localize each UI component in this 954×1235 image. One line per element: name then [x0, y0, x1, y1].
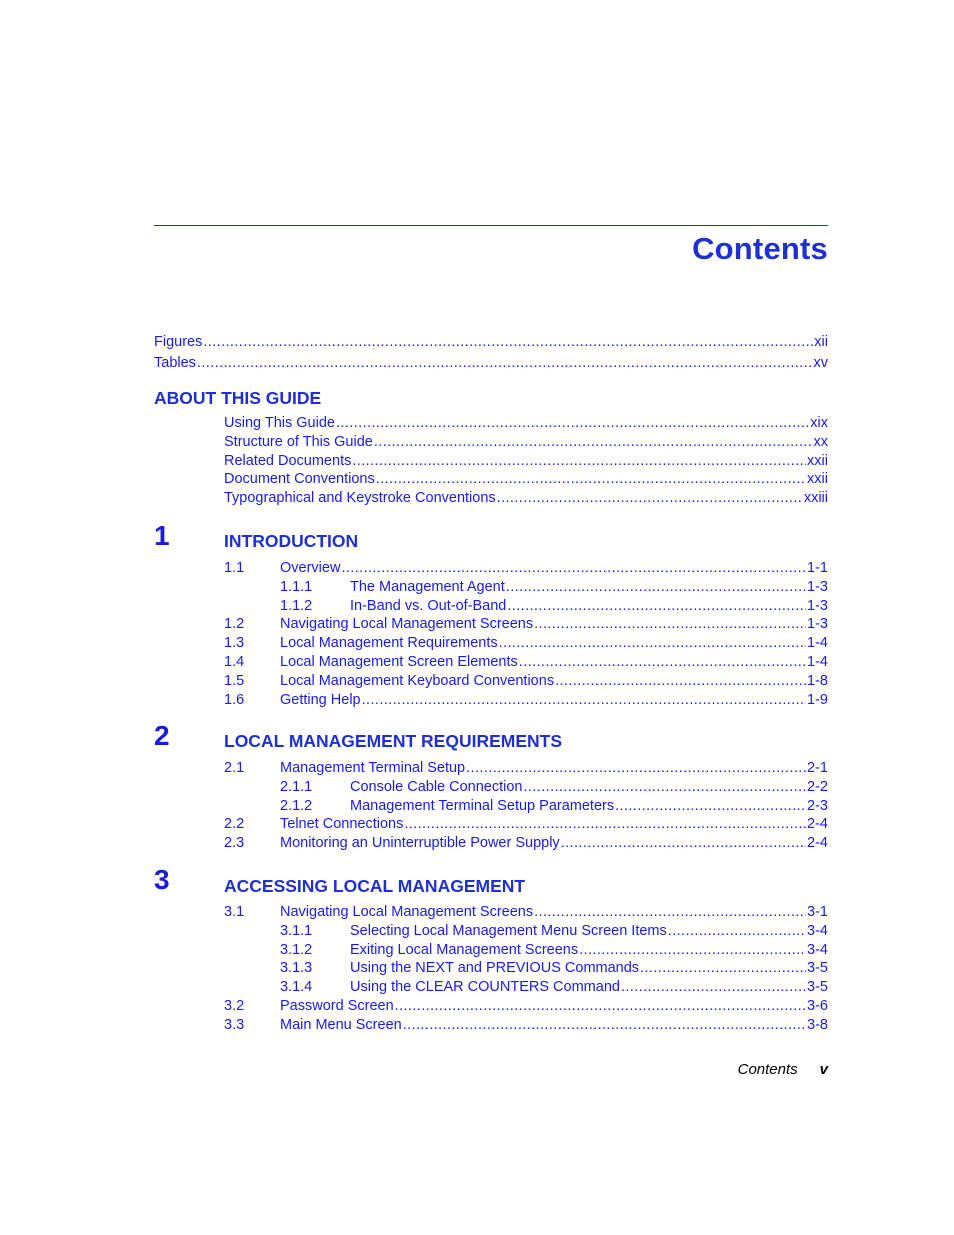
- toc-leader-dots: [640, 959, 806, 978]
- toc-entry-number: 3.3: [224, 1016, 245, 1033]
- section-heading-about: ABOUT THIS GUIDE: [154, 388, 322, 408]
- toc-entry[interactable]: [224, 470, 828, 489]
- toc-leader-dots: [534, 615, 806, 634]
- toc-entry-number: 1.3: [224, 635, 245, 652]
- toc-entry-title: Local Management Screen Elements: [280, 654, 518, 670]
- toc-leader-dots: [524, 778, 807, 797]
- toc-entry-page: 3-1: [807, 904, 828, 920]
- toc-entry-title: Exiting Local Management Screens: [350, 941, 579, 958]
- toc-entry-title: Getting Help: [280, 691, 361, 708]
- toc-entry-title: Typographical and Keystroke Conventions: [224, 490, 496, 507]
- toc-entry-title: Figures: [154, 334, 203, 350]
- toc-entry-title: Main Menu Screen: [280, 1016, 402, 1033]
- toc-leader-dots: [362, 691, 806, 710]
- toc-entry-number: 1.2: [224, 616, 245, 633]
- toc-leader-dots: [506, 578, 806, 597]
- toc-entry[interactable]: [280, 978, 828, 997]
- toc-entry-title: Selecting Local Management Menu Screen Items: [350, 922, 667, 939]
- toc-entry-number: 1.6: [224, 691, 245, 708]
- toc-leader-dots: [403, 1016, 806, 1035]
- toc-entry-title: Monitoring an Uninterruptible Power Supply: [280, 835, 560, 852]
- toc-entry-page: 2-4: [807, 816, 828, 833]
- toc-leader-dots: [579, 941, 806, 960]
- toc-entry[interactable]: [224, 653, 828, 672]
- toc-entry-title: Console Cable Connection: [350, 778, 523, 795]
- toc-entry-title: The Management Agent: [350, 578, 505, 595]
- toc-entry-page: 2-3: [807, 797, 828, 814]
- chapter-heading: LOCAL MANAGEMENT REQUIREMENTS: [224, 731, 563, 751]
- toc-leader-dots: [507, 597, 806, 616]
- toc-entry[interactable]: [224, 834, 828, 853]
- toc-leader-dots: [615, 797, 806, 816]
- toc-entry-page: xxii: [807, 452, 828, 469]
- chapter-number: 1: [154, 520, 170, 551]
- toc-entry-page: 3-4: [807, 922, 828, 939]
- toc-leader-dots: [395, 997, 806, 1016]
- toc-entry-title: Overview: [280, 560, 341, 576]
- toc-leader-dots: [466, 759, 806, 778]
- toc-entry-title: Navigating Local Management Screens: [280, 616, 534, 633]
- toc-entry-page: 1-4: [807, 635, 828, 652]
- toc-entry[interactable]: [224, 997, 828, 1016]
- toc-entry[interactable]: [224, 559, 828, 578]
- toc-leader-dots: [404, 815, 806, 834]
- toc-entry-number: 2.1: [224, 760, 245, 776]
- toc-entry-number: 3.1.4: [280, 979, 313, 996]
- toc-entry-number: 1.4: [224, 654, 245, 670]
- toc-entry[interactable]: [224, 815, 828, 834]
- toc-entry-page: 2-1: [807, 760, 828, 776]
- toc-entry-title: Using the CLEAR COUNTERS Command: [350, 979, 620, 996]
- toc-entry-number: 3.1.2: [280, 941, 313, 958]
- toc-entry[interactable]: [224, 1016, 828, 1035]
- toc-entry-number: 1.5: [224, 672, 245, 689]
- page-footer: [738, 1061, 828, 1078]
- toc-entry[interactable]: [154, 354, 828, 373]
- toc-leader-dots: [197, 354, 813, 373]
- toc-entry-page: 2-2: [807, 778, 828, 795]
- toc-entry[interactable]: [224, 452, 828, 471]
- footer-page-number: v: [819, 1061, 828, 1078]
- toc-entry[interactable]: [224, 615, 828, 634]
- toc-entry[interactable]: [224, 759, 828, 778]
- toc-entry-number: 1.1.1: [280, 578, 313, 595]
- toc-entry-page: xix: [810, 415, 828, 431]
- toc-entry-page: xxiii: [803, 490, 828, 507]
- toc-entry[interactable]: [280, 941, 828, 960]
- toc-leader-dots: [336, 414, 809, 433]
- toc-entry-number: 3.1.1: [280, 922, 313, 939]
- toc-entry-page: xv: [813, 355, 828, 371]
- toc-entry[interactable]: [280, 578, 828, 597]
- chapter-number: 2: [154, 720, 170, 751]
- toc-entry-number: 2.1.2: [280, 797, 313, 814]
- toc-entry-title: Using the NEXT and PREVIOUS Commands: [350, 960, 640, 977]
- toc-entry-page: xx: [813, 433, 828, 450]
- toc-entry-title: Management Terminal Setup Parameters: [350, 797, 615, 814]
- toc-entry-page: 3-8: [807, 1016, 828, 1033]
- toc-entry-number: 3.2: [224, 998, 245, 1014]
- toc-leader-dots: [555, 672, 806, 691]
- toc-entry[interactable]: [280, 959, 828, 978]
- toc-entry-page: 3-4: [807, 941, 828, 958]
- toc-entry-page: 1-9: [807, 691, 828, 708]
- toc-entry-page: 1-3: [807, 597, 828, 614]
- toc-entry-title: Management Terminal Setup: [280, 760, 466, 776]
- toc-leader-dots: [352, 452, 806, 471]
- toc-entry[interactable]: [280, 922, 828, 941]
- toc-entry-page: 1-3: [807, 578, 828, 595]
- toc-leader-dots: [561, 834, 806, 853]
- toc-entry-page: 3-6: [807, 998, 828, 1014]
- toc-leader-dots: [668, 922, 806, 941]
- toc-entry[interactable]: [224, 489, 828, 508]
- chapter-heading: INTRODUCTION: [224, 531, 359, 551]
- toc-entry-title: Document Conventions: [224, 471, 375, 488]
- toc-entry[interactable]: [280, 797, 828, 816]
- toc-leader-dots: [497, 489, 803, 508]
- toc-entry-page: 3-5: [807, 979, 828, 996]
- toc-entry-title: Tables: [154, 355, 196, 371]
- toc-entry[interactable]: [224, 691, 828, 710]
- toc-entry-number: 2.2: [224, 816, 245, 833]
- toc-leader-dots: [203, 333, 813, 352]
- toc-entry-page: xxii: [807, 471, 828, 488]
- toc-leader-dots: [341, 559, 806, 578]
- toc-leader-dots: [376, 470, 806, 489]
- toc-entry-title: Password Screen: [280, 998, 394, 1014]
- toc-entry-title: Local Management Requirements: [280, 635, 498, 652]
- title-rule: [154, 225, 828, 226]
- toc-leader-dots: [621, 978, 806, 997]
- toc-entry-number: 2.3: [224, 835, 245, 852]
- toc-entry[interactable]: [224, 903, 828, 922]
- toc-leader-dots: [519, 653, 806, 672]
- toc-entry-title: Using This Guide: [224, 415, 335, 431]
- footer-title: Contents: [737, 1061, 798, 1078]
- toc-entry-number: 3.1.3: [280, 960, 313, 977]
- toc-leader-dots: [534, 903, 806, 922]
- toc-entry[interactable]: [224, 672, 828, 691]
- chapter-heading: ACCESSING LOCAL MANAGEMENT: [224, 876, 526, 896]
- toc-entry-title: Telnet Connections: [280, 816, 404, 833]
- toc-entry-number: 3.1: [224, 904, 245, 920]
- toc-leader-dots: [499, 634, 806, 653]
- toc-entry-number: 1.1.2: [280, 597, 313, 614]
- page-title: Contents: [692, 231, 828, 266]
- toc-entry-number: 2.1.1: [280, 778, 313, 795]
- toc-entry[interactable]: [280, 778, 828, 797]
- toc-entry-title: Navigating Local Management Screens: [280, 904, 534, 920]
- toc-entry[interactable]: [224, 433, 828, 452]
- toc-entry-number: 1.1: [224, 560, 245, 576]
- toc-entry-page: 1-8: [807, 672, 828, 689]
- toc-entry[interactable]: [224, 414, 828, 433]
- toc-entry-page: 3-5: [807, 960, 828, 977]
- toc-entry-page: xii: [814, 334, 828, 350]
- toc-entry-title: Related Documents: [224, 452, 352, 469]
- toc-entry[interactable]: [280, 597, 828, 616]
- toc-entry[interactable]: [224, 634, 828, 653]
- chapter-number: 3: [154, 864, 170, 895]
- toc-entry-title: In-Band vs. Out-of-Band: [350, 597, 507, 614]
- toc-entry-page: 1-1: [807, 560, 828, 576]
- toc-entry-page: 1-4: [807, 654, 828, 670]
- toc-entry-title: Structure of This Guide: [224, 433, 373, 450]
- toc-entry[interactable]: [154, 333, 828, 352]
- toc-entry-title: Local Management Keyboard Conventions: [280, 672, 555, 689]
- toc-entry-page: 1-3: [807, 616, 828, 633]
- toc-leader-dots: [374, 433, 813, 452]
- toc-entry-page: 2-4: [807, 835, 828, 852]
